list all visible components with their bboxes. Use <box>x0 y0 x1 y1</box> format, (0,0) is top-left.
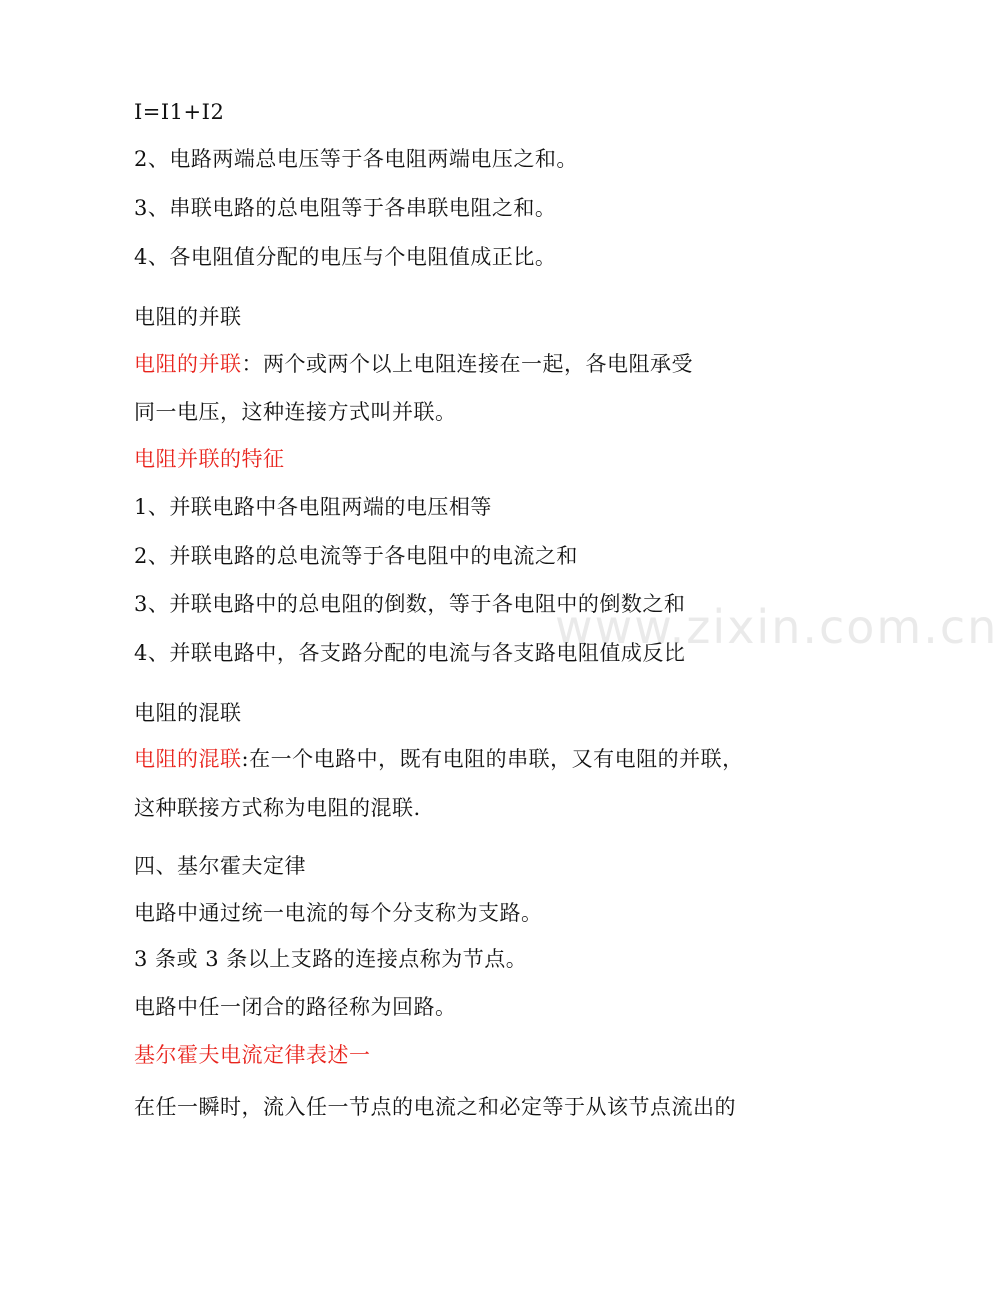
parallel-definition-cont <box>134 398 457 426</box>
line-text: ：两个或两个以上电阻连接在一起，各电阻承受 <box>241 352 693 376</box>
kcl-statement <box>134 1093 736 1121</box>
kcl-heading <box>134 1041 371 1069</box>
line-text: 4、各电阻值分配的电压与个电阻值成正比。 <box>134 245 557 269</box>
line-text: 2、并联电路的总电流等于各电阻中的电流之和 <box>134 544 578 568</box>
line-text: 电阻的并联 <box>134 305 242 329</box>
mixed-definition-cont <box>134 794 421 822</box>
line-text: 同一电压，这种连接方式叫并联。 <box>134 400 457 424</box>
line-text: 3、并联电路中的总电阻的倒数，等于各电阻中的倒数之和 <box>134 592 686 616</box>
parallel-feature-3 <box>134 590 685 618</box>
branch-definition <box>134 899 543 927</box>
line-text: I=I1+I2 <box>134 100 225 124</box>
line-text: 在任一瞬时，流入任一节点的电流之和必定等于从该节点流出的 <box>134 1095 736 1119</box>
parallel-feature-4 <box>134 639 685 667</box>
parallel-definition <box>134 350 693 378</box>
line-text: 四、基尔霍夫定律 <box>134 854 306 878</box>
line-text: :在一个电路中，既有电阻的串联，又有电阻的并联， <box>241 747 744 771</box>
line-text: 电路中任一闭合的路径称为回路。 <box>134 995 457 1019</box>
line-text: 2、电路两端总电压等于各电阻两端电压之和。 <box>134 147 578 171</box>
highlighted-term: 电阻的并联 <box>134 352 242 376</box>
highlighted-term: 电阻的混联 <box>134 747 242 771</box>
series-feature-2 <box>134 145 578 173</box>
parallel-features-heading <box>134 445 285 473</box>
mixed-definition <box>134 745 744 773</box>
section-heading-mixed <box>134 699 242 727</box>
section-heading-parallel <box>134 303 242 331</box>
parallel-feature-1 <box>134 493 492 521</box>
highlighted-term: 电阻并联的特征 <box>134 447 285 471</box>
series-feature-4 <box>134 243 556 271</box>
formula-line <box>134 98 224 126</box>
line-text: 4、并联电路中，各支路分配的电流与各支路电阻值成反比 <box>134 641 686 665</box>
loop-definition <box>134 993 457 1021</box>
line-text: 3、串联电路的总电阻等于各串联电阻之和。 <box>134 196 557 220</box>
line-text: 这种联接方式称为电阻的混联. <box>134 796 421 820</box>
line-text: 3 条或 3 条以上支路的连接点称为节点。 <box>134 947 528 971</box>
node-definition <box>134 945 527 973</box>
highlighted-term: 基尔霍夫电流定律表述一 <box>134 1043 371 1067</box>
watermark: www.zixin.com.cn <box>555 600 998 654</box>
section-heading-kirchhoff <box>134 852 306 880</box>
line-text: 电阻的混联 <box>134 701 242 725</box>
line-text: 1、并联电路中各电阻两端的电压相等 <box>134 495 492 519</box>
parallel-feature-2 <box>134 542 578 570</box>
series-feature-3 <box>134 194 556 222</box>
line-text: 电路中通过统一电流的每个分支称为支路。 <box>134 901 543 925</box>
